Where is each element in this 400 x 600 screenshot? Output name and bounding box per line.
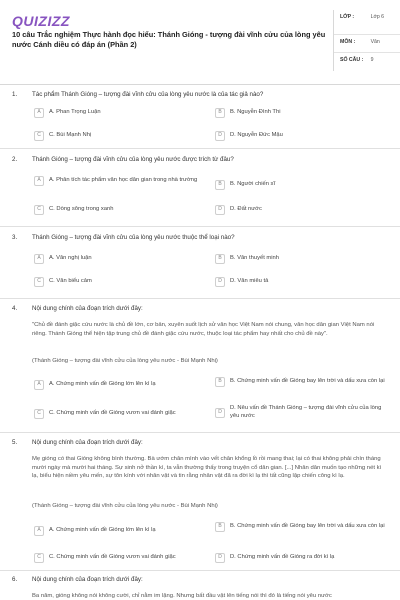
option-letter-box: B — [215, 522, 225, 532]
option-a[interactable] — [34, 176, 206, 186]
option-letter-box: B — [215, 254, 225, 264]
option-b[interactable] — [215, 180, 387, 190]
question-number: 2. — [12, 156, 18, 163]
option-letter-box: A — [34, 380, 44, 390]
question-divider — [0, 226, 400, 227]
meta-panel — [333, 10, 400, 71]
meta-subject — [334, 35, 400, 53]
option-b[interactable] — [215, 522, 387, 532]
option-letter-box: C — [34, 409, 44, 419]
option-d[interactable] — [215, 405, 387, 420]
option-d[interactable] — [215, 553, 387, 563]
option-c[interactable] — [34, 131, 206, 141]
question-number: 4. — [12, 305, 18, 312]
option-text: A. Chứng minh vấn đề Gióng lớn lên kì lạ — [49, 527, 156, 534]
passage-text: Mẹ gióng có thai Gióng không bình thường. Bà ướm chân mình vào vết chân khổng lồ rồi mang thai; lại có thai không phải chín tháng mười ngày mà mười hai tháng. Sự sinh nở thần kì, ta vẫn thường thấy trong truyện cổ dân gian. [...] Nhân dân muốn tạo những nét kì lạ, biểu hiện niềm yêu mến, sự tôn kính với nhân vật và tin rằng nhân vật đã ra đời kì lạ thì tất cũng lập chiến công kì lạ. — [32, 456, 382, 480]
question-3 — [12, 234, 392, 304]
option-b[interactable] — [215, 377, 387, 387]
question-6 — [12, 576, 392, 600]
meta-class-label: LỚP : — [340, 14, 355, 20]
worksheet-title: 10 câu Trắc nghiệm Thực hành đọc hiểu: Thánh Gióng - tượng đài vĩnh cửu của lòng yêu nước Cánh diều có đáp án (Phần 2) — [12, 30, 326, 49]
option-a[interactable] — [34, 526, 206, 536]
option-letter-box: C — [34, 131, 44, 141]
passage-source: (Thánh Gióng – tượng đài vĩnh cửu của lòng yêu nước - Bùi Mạnh Nhị) — [32, 503, 218, 509]
option-text: B. Người chiến sĩ — [230, 181, 276, 188]
passage-text: "Chủ đề đánh giặc cứu nước là chủ đề lớn, cơ bản, xuyên suốt lịch sử văn học Việt Nam nói chung, văn học dân gian Việt Nam nói riêng. Thánh Gióng thể hiện tập trung chủ đề đánh giặc cứu nước, thuộc loại tác phẩm hay nhất cho chủ đề này". — [32, 322, 375, 337]
option-text: D. Chứng minh vấn đề Gióng ra đời kì lạ — [230, 554, 335, 561]
option-letter-box: D — [215, 131, 225, 141]
option-letter-box: B — [215, 108, 225, 118]
brand-logo: QUIZIZZ — [12, 13, 70, 29]
option-text: D. Văn miêu tả — [230, 278, 269, 285]
option-letter-box: D — [215, 277, 225, 287]
question-text: Nội dung chính của đoạn trích dưới đây: — [32, 439, 143, 446]
option-d[interactable] — [215, 131, 387, 141]
option-text: C. Văn biểu cảm — [49, 278, 92, 285]
option-text: A. Phân tích tác phẩm văn học dân gian trong nhà trường — [49, 177, 198, 184]
option-letter-box: B — [215, 180, 225, 190]
meta-count-value: 9 — [370, 57, 374, 63]
question-number: 3. — [12, 234, 18, 241]
option-c[interactable] — [34, 277, 206, 287]
option-text: C. Chứng minh vấn đề Gióng vươn vai đánh giặc — [49, 554, 176, 561]
option-b[interactable] — [215, 108, 387, 118]
meta-class-value: Lớp 6 — [370, 14, 385, 20]
question-text: Nội dung chính của đoạn trích dưới đây: — [32, 305, 143, 312]
option-d[interactable] — [215, 277, 387, 287]
option-text: A. Phan Trọng Luận — [49, 109, 101, 116]
question-divider — [0, 148, 400, 149]
meta-count-label: SỐ CÂU : — [340, 57, 364, 63]
question-1 — [12, 91, 392, 161]
question-number: 1. — [12, 91, 18, 98]
option-a[interactable] — [34, 108, 206, 118]
option-d[interactable] — [215, 205, 387, 215]
option-letter-box: A — [34, 526, 44, 536]
worksheet-header — [0, 0, 400, 85]
option-letter-box: C — [34, 553, 44, 563]
option-a[interactable] — [34, 380, 206, 390]
option-b[interactable] — [215, 254, 387, 264]
option-text: C. Chứng minh vấn đề Gióng vươn vai đánh giặc — [49, 410, 176, 417]
question-text: Tác phẩm Thánh Gióng – tượng đài vĩnh cửu của lòng yêu nước là của tác giả nào? — [32, 91, 264, 98]
question-2 — [12, 156, 392, 231]
option-text: B. Chứng minh vấn đề Gióng bay lên trời và dấu xưa còn lại — [230, 378, 385, 385]
meta-count — [334, 53, 400, 71]
option-text: B. Nguyễn Đình Thi — [230, 109, 281, 116]
question-number: 5. — [12, 439, 18, 446]
option-letter-box: B — [215, 377, 225, 387]
option-text: A. Văn nghị luận — [49, 255, 92, 262]
option-a[interactable] — [34, 254, 206, 264]
option-text: A. Chứng minh vấn đề Gióng lớn lên kì lạ — [49, 381, 156, 388]
option-letter-box: A — [34, 176, 44, 186]
passage-source: (Thánh Gióng – tượng đài vĩnh cửu của lòng yêu nước - Bùi Mạnh Nhị) — [32, 358, 218, 364]
passage-text: Ba năm, gióng không nói không cười, chỉ nằm im lặng. Nhưng bất đầu vật lên tiếng nói thì đó là tiếng nói yêu nước — [32, 593, 332, 599]
option-letter-box: D — [215, 408, 225, 418]
option-text: D. Nguyễn Đức Mậu — [230, 132, 283, 139]
option-text: D. Nêu vấn đề Thánh Gióng – tượng đài vĩnh cửu của lòng yêu nước — [230, 405, 382, 419]
option-letter-box: D — [215, 205, 225, 215]
question-number: 6. — [12, 576, 18, 583]
question-text: Thánh Gióng – tượng đài vĩnh cửu của lòng yêu nước thuộc thể loại nào? — [32, 234, 235, 241]
option-c[interactable] — [34, 409, 206, 419]
option-text: B. Văn thuyết minh — [230, 255, 279, 262]
meta-subject-label: MÔN : — [340, 39, 356, 45]
option-letter-box: D — [215, 553, 225, 563]
option-c[interactable] — [34, 205, 206, 215]
meta-class — [334, 10, 400, 35]
option-text: C. Dòng sông trong xanh — [49, 206, 114, 213]
option-text: B. Chứng minh vấn đề Gióng bay lên trời và dấu xưa còn lại — [230, 523, 385, 530]
question-4 — [12, 305, 392, 435]
meta-subject-value: Văn — [370, 39, 380, 45]
question-5 — [12, 439, 392, 574]
question-divider — [0, 432, 400, 433]
question-text: Thánh Gióng – tượng đài vĩnh cửu của lòng yêu nước được trích từ đâu? — [32, 156, 234, 163]
question-divider — [0, 298, 400, 299]
question-divider — [0, 570, 400, 571]
option-letter-box: A — [34, 254, 44, 264]
option-letter-box: C — [34, 277, 44, 287]
option-letter-box: C — [34, 205, 44, 215]
question-text: Nội dung chính của đoạn trích dưới đây: — [32, 576, 143, 583]
option-c[interactable] — [34, 553, 206, 563]
option-text: C. Bùi Mạnh Nhị — [49, 132, 92, 139]
option-letter-box: A — [34, 108, 44, 118]
option-text: D. Đất nước — [230, 206, 262, 213]
